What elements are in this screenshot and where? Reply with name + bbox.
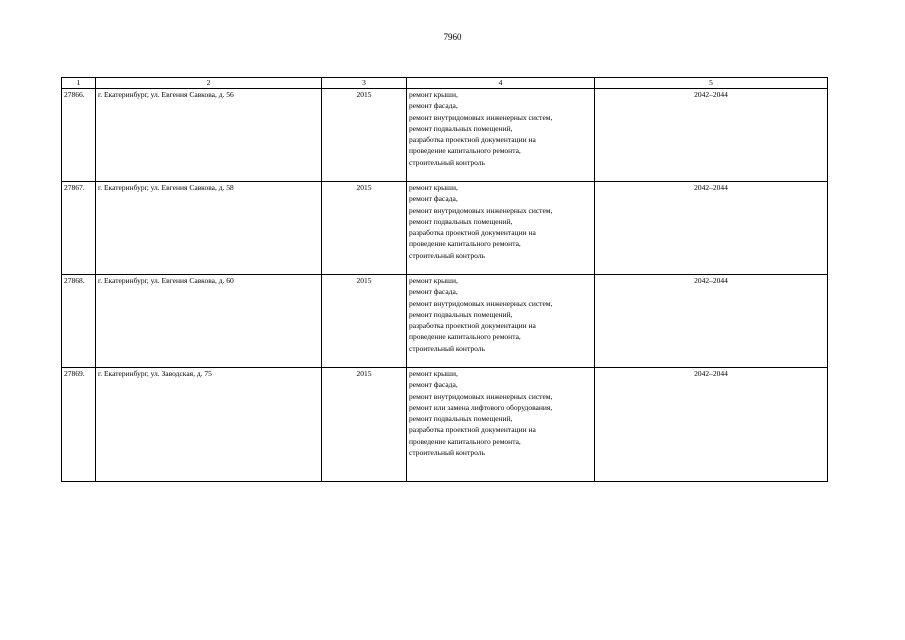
work-item: ремонт фасада,: [409, 101, 458, 111]
address-cell: г. Екатеринбург, ул. Заводская, д. 75: [96, 368, 322, 482]
page-number: 7960: [443, 32, 462, 42]
period-cell: 2042–2044: [595, 368, 828, 482]
work-item: проведение капитального ремонта,: [409, 239, 521, 249]
table-row: [62, 275, 828, 368]
work-item: проведение капитального ремонта,: [409, 332, 521, 342]
work-item: ремонт крыши,: [409, 276, 458, 285]
year-cell: 2015: [322, 368, 407, 482]
work-item: ремонт фасада,: [409, 380, 458, 390]
work-item: ремонт подвальных помещений,: [409, 309, 513, 319]
work-item: ремонт крыши,: [409, 90, 458, 99]
year-cell: 2015: [322, 182, 407, 275]
column-header: 2: [96, 78, 322, 89]
works-cell: [407, 89, 595, 182]
column-header: 3: [322, 78, 407, 89]
row-number-cell: 27867.: [62, 182, 96, 275]
work-item: проведение капитального ремонта,: [409, 146, 521, 156]
work-item: ремонт фасада,: [409, 287, 458, 297]
work-item: разработка проектной документации на: [409, 135, 536, 145]
row-number-cell: 27869.: [62, 368, 96, 482]
year-cell: 2015: [322, 275, 407, 368]
work-item: ремонт или замена лифтового оборудования,: [409, 402, 553, 412]
work-item: ремонт крыши,: [409, 183, 458, 192]
works-cell: [407, 182, 595, 275]
address-cell: г. Екатеринбург, ул. Евгения Савкова, д. 56: [96, 89, 322, 182]
work-item: ремонт внутридомовых инженерных систем,: [409, 391, 553, 401]
work-item: разработка проектной документации на: [409, 321, 536, 331]
work-item: разработка проектной документации на: [409, 425, 536, 435]
address-cell: г. Екатеринбург, ул. Евгения Савкова, д. 60: [96, 275, 322, 368]
year-cell: 2015: [322, 89, 407, 182]
work-item: ремонт подвальных помещений,: [409, 414, 513, 424]
address-cell: г. Екатеринбург, ул. Евгения Савкова, д. 58: [96, 182, 322, 275]
table-body: [62, 89, 828, 482]
works-cell: [407, 368, 595, 482]
column-header: 5: [595, 78, 828, 89]
period-cell: 2042–2044: [595, 89, 828, 182]
work-item: строительный контроль: [409, 448, 485, 458]
work-item: разработка проектной документации на: [409, 228, 536, 238]
period-cell: 2042–2044: [595, 182, 828, 275]
table-row: [62, 182, 828, 275]
work-item: строительный контроль: [409, 343, 485, 353]
work-item: ремонт подвальных помещений,: [409, 216, 513, 226]
table-row: [62, 89, 828, 182]
work-item: ремонт фасада,: [409, 194, 458, 204]
column-header: 1: [62, 78, 96, 89]
row-number-cell: 27866.: [62, 89, 96, 182]
period-cell: 2042–2044: [595, 275, 828, 368]
table-header-row: [62, 78, 828, 89]
work-item: строительный контроль: [409, 250, 485, 260]
work-item: проведение капитального ремонта,: [409, 436, 521, 446]
row-number-cell: 27868.: [62, 275, 96, 368]
column-header: 4: [407, 78, 595, 89]
work-item: ремонт крыши,: [409, 369, 458, 378]
work-item: ремонт внутридомовых инженерных систем,: [409, 112, 553, 122]
repair-schedule-table: [61, 77, 828, 482]
works-cell: [407, 275, 595, 368]
work-item: ремонт внутридомовых инженерных систем,: [409, 298, 553, 308]
table-row: [62, 368, 828, 482]
work-item: строительный контроль: [409, 157, 485, 167]
work-item: ремонт подвальных помещений,: [409, 123, 513, 133]
work-item: ремонт внутридомовых инженерных систем,: [409, 205, 553, 215]
